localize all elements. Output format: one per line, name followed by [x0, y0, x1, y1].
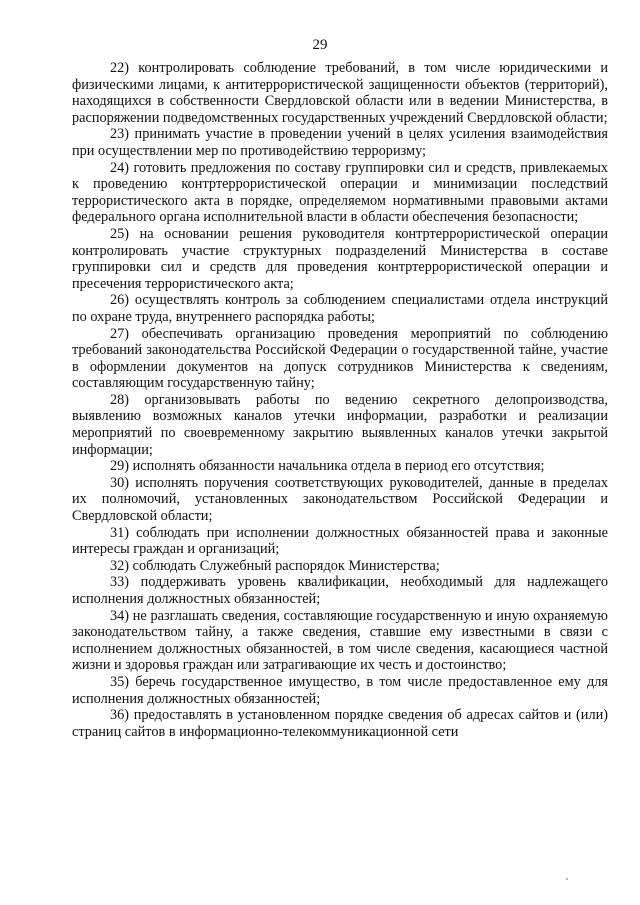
page-number: 29 [312, 37, 328, 53]
duty-item-23: 23) принимать участие в проведении учений в целях усиления взаимодействия при осуществлении мер по противодействию терроризму; [72, 126, 608, 159]
duty-item-27: 27) обеспечивать организацию проведения мероприятий по соблюдению требований законодательства Российской Федерации о государственной тайне, участие в оформлении документов на допуск сотрудников Министерства к сведениям, составляющим государственную тайну; [72, 325, 608, 392]
duty-item-22: 22) контролировать соблюдение требований, в том числе юридическими и физическими лицами, к антитеррористической защищенности объектов (территорий), находящихся в собственности Свердловской области или в ведении Министерства, в распоряжении подведомственных государственных учреждений Свердловской области; [72, 60, 608, 126]
duty-item-35: 35) беречь государственное имущество, в том числе предоставленное ему для исполнения должностных обязанностей; [72, 673, 608, 707]
duty-item-33: 33) поддерживать уровень квалификации, необходимый для надлежащего исполнения должностных обязанностей; [72, 574, 608, 607]
body-text [72, 60, 608, 740]
duty-item-24: 24) готовить предложения по составу группировки сил и средств, привлекаемых к проведению контртеррористической операции и минимизации последствий террористического акта в порядке, определяемом нормативными правовыми актами федерального органа исполнительной власти в области обеспечения безопасности; [72, 159, 608, 226]
duty-item-29: 29) исполнять обязанности начальника отдела в период его отсутствия; [110, 458, 545, 475]
duty-item-34: 34) не разглашать сведения, составляющие государственную и иную охраняемую законодательством тайну, а также сведения, ставшие ему известными в связи с исполнением должностных обязанностей, в том числе сведения, касающиеся частной жизни и здоровья граждан или затрагивающие их честь и достоинство; [72, 607, 608, 674]
scan-speck [566, 878, 568, 880]
duty-item-32: 32) соблюдать Служебный распорядок Министерства; [110, 557, 440, 574]
duty-item-25: 25) на основании решения руководителя контртеррористической операции контролировать участие структурных подразделений Министерства в составе группировки сил и средств для проведения контртеррористической операции и пресечения террористического акта; [72, 225, 608, 292]
duty-item-31: 31) соблюдать при исполнении должностных обязанностей права и законные интересы граждан и организаций; [72, 524, 608, 558]
duty-item-30: 30) исполнять поручения соответствующих руководителей, данные в пределах их полномочий, установленных законодательством Российской Федерации и Свердловской области; [72, 474, 608, 525]
duty-item-28: 28) организовывать работы по ведению секретного делопроизводства, выявлению возможных каналов утечки информации, разработки и реализации мероприятий по своевременному закрытию выявленных каналов утечки закрытой информации; [72, 391, 608, 458]
duty-item-26: 26) осуществлять контроль за соблюдением специалистами отдела инструкций по охране труда, внутреннего распорядка работы; [72, 292, 608, 325]
duty-item-36: 36) предоставлять в установленном порядке сведения об адресах сайтов и (или) страниц сайтов в информационно-телекоммуникационной сети [72, 707, 608, 740]
